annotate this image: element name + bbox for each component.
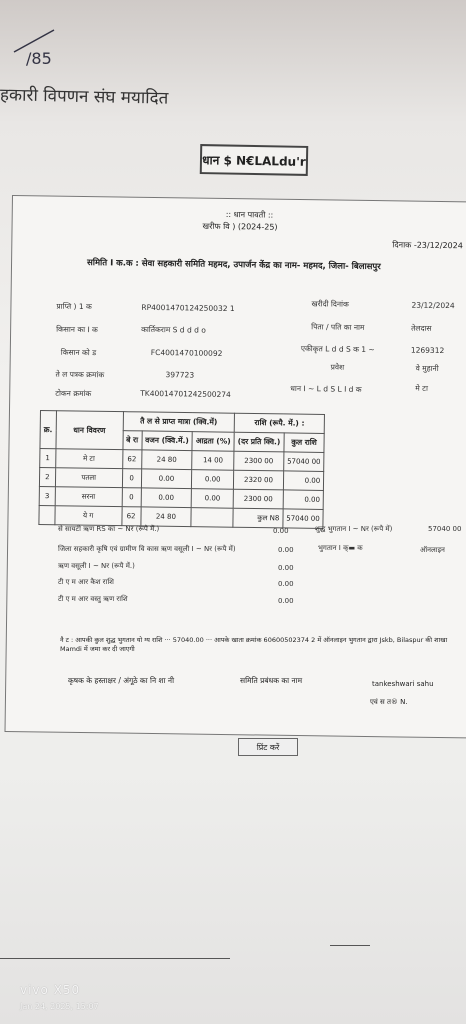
subcol-total: कुल राशि [284, 433, 325, 453]
payment-note: नै ट : आपकी कुल शुद्ध भुगतान यो ग्य राशि ··· 57040.00 ··· आपके खाता क्रमांक 60600502374 2 में ऑनलाइन भुगतान द्वारा Jskb, Bilaspur की शाखा Mamdi में जमा कर दी जाएगी [60, 636, 448, 653]
variety-value: मे टा [415, 383, 428, 393]
paddy-stamp: धान $ N€LALdu'r [200, 144, 309, 176]
paddy-table [38, 410, 325, 529]
purchase-date-label: खरीदी दिनांक [311, 299, 349, 309]
subcol-weight: वजन (क्वि.में.) [141, 431, 192, 451]
subcol-bags: बे रा [123, 431, 142, 450]
table-row: 3 सरना 0 0.00 0.00 2300 00 0.00 [39, 486, 323, 509]
table-row: 2 पतला 0 0.00 0.00 2320 00 0.00 [39, 468, 323, 491]
receipt-title: :: धान पावती :: [225, 209, 274, 220]
receipt-no-label: प्राप्ति ) 1 क [56, 301, 92, 312]
loan-label: से सायटी ऋण RS का ~ Nर (रूपै में.) [58, 525, 160, 533]
col-quantity: तै ल से प्राप्त मात्रा (क्वि.में) [123, 412, 235, 433]
handwritten-number: /85 [26, 49, 52, 68]
table-row: 1 मे टा 62 24 80 14 00 2300 00 57040 00 [40, 449, 324, 472]
net-label: शुद्ध भुगतान I ~ Nर (रूपै में) [315, 525, 393, 533]
col-sno: क्र. [40, 411, 56, 449]
payment-value: ऑनलाइन [420, 546, 445, 554]
recovery-value: 0.00 [278, 564, 294, 572]
col-description: धान विवरण [56, 411, 124, 450]
ta-item-value: 0.00 [278, 597, 294, 605]
handwritten-mark [6, 22, 66, 82]
variety-label: धान I ~ L d S L I d क [290, 383, 362, 394]
purchase-date-value: 23/12/2024 [411, 300, 455, 311]
farmer-name-label: किसान का I क [56, 324, 98, 335]
receipt-date: दिनाक -23/12/2024 [392, 240, 463, 251]
farmer-code-value: FC4001470100092 [150, 347, 223, 358]
table-total-row: ये ग 62 24 80 कुल N8 57040 00 [39, 505, 323, 528]
camera-timestamp: Jan 24, 2025, 15:07 [20, 1002, 99, 1011]
print-button[interactable]: प्रिंट करें [238, 738, 298, 756]
token-label: ते ल पत्रक क्रमांक [55, 369, 105, 380]
receipt-subtitle: खरीफ वि ) (2024-25) [202, 221, 278, 232]
payment-label: भुगतान I क्▬ क [318, 544, 363, 552]
manager-name-label: समिति प्रबंधक का नाम [240, 676, 303, 685]
ta-cash-value: 0.00 [278, 580, 294, 588]
district-value: 0.00 [278, 546, 294, 554]
col-amount: राशि (रूपै. में.) : [234, 413, 324, 433]
ip-value: वे मुहानी [415, 363, 439, 373]
ta-item-label: टी ए म आर वस्तु ऋण राशि [58, 595, 128, 603]
recovery-label: ऋण वसूली I ~ Nर (रूपै में.) [58, 562, 135, 570]
farmer-signature-label: कृषक के हस्ताक्षर / अंगूठे का नि शा नी [68, 676, 175, 685]
farmer-name-value: कार्तिकराम S d d d o [141, 324, 206, 335]
district-label: जिला सहकारी कृषि एवं ग्रामीण वि कास ऋण वसूली I ~ Nर (रूपै में) [58, 545, 236, 553]
token-value: 397723 [165, 370, 195, 380]
loan-value: 0.00 [273, 527, 289, 535]
father-name-value: तेलदास [411, 323, 432, 333]
fold-line-right [330, 945, 370, 946]
ta-cash-label: टी ए म आर कैश राशि [58, 578, 114, 586]
fold-line [0, 958, 230, 959]
manager-seal: एवं स त® N. [370, 698, 408, 706]
camera-watermark: vivo X50 [20, 983, 81, 997]
pass-value: TK40014701242500274 [140, 388, 231, 400]
samiti-line: समिति I क.क : सेवा सहकारी समिति महमद, उपार्जन केंद्र का नाम- महमद, जिला- बिलासपुर [86, 258, 381, 273]
integrated-value: 1269312 [410, 345, 445, 356]
farmer-code-label: किसान को ड [60, 347, 97, 358]
ip-label: प्रवेश [330, 362, 345, 372]
pass-label: टोकन क्रमांक [55, 388, 92, 399]
father-name-label: पिता / पति का नाम [311, 322, 365, 332]
net-value: 57040 00 [428, 525, 462, 533]
receipt-no-value: RP4001470124250032 1 [141, 302, 235, 314]
integrated-label: एकीकृत L d d S क 1 ~ [300, 344, 375, 355]
subcol-rate: (दर प्रति क्वि.) [234, 432, 284, 452]
manager-name-value: tankeshwari sahu [372, 680, 434, 688]
union-header: हकारी विपणन संघ मयादित [0, 85, 169, 109]
subcol-moisture: आद्रता (%) [192, 432, 234, 452]
